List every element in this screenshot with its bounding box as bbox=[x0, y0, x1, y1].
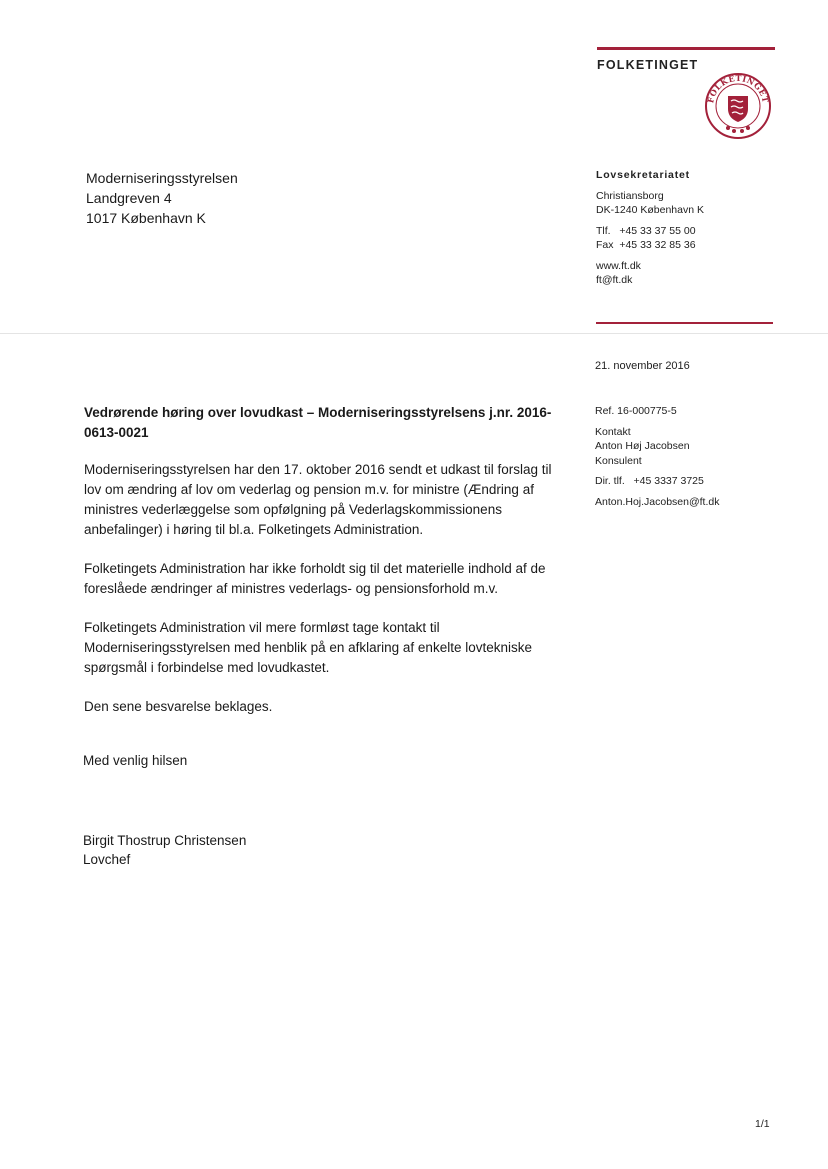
organization-name: FOLKETINGET bbox=[597, 58, 699, 72]
fold-line bbox=[0, 333, 828, 334]
sender-fax: Fax +45 33 32 85 36 bbox=[596, 239, 696, 251]
signatory-title: Lovchef bbox=[83, 852, 131, 867]
sender-department: Lovsekretariatet bbox=[596, 169, 690, 181]
contact-email: Anton.Hoj.Jacobsen@ft.dk bbox=[595, 495, 720, 508]
sender-phone: Tlf. +45 33 37 55 00 bbox=[596, 224, 696, 237]
sender-website: www.ft.dk bbox=[596, 259, 641, 272]
sender-divider-rule bbox=[596, 322, 773, 324]
reference-number: Ref. 16-000775-5 bbox=[595, 405, 677, 417]
signature-block bbox=[83, 831, 246, 869]
letter-subject: Vedrørende høring over lovudkast – Moderniseringsstyrelsens j.nr. 2016-0613-0021 bbox=[84, 405, 552, 440]
body-paragraph: Folketingets Administration vil mere formløst tage kontakt til Moderniseringsstyrelsen med henblik på en afklaring af enkelte lovtekniske spørgsmål i forbindelse med lovudkastet. bbox=[84, 620, 532, 675]
svg-text:FOLKETINGET: FOLKETINGET bbox=[705, 72, 771, 104]
contact-direct-phone: Dir. tlf. +45 3337 3725 bbox=[595, 475, 704, 487]
reference-block bbox=[595, 404, 719, 509]
contact-label: Kontakt bbox=[595, 425, 631, 438]
sender-block bbox=[596, 168, 704, 288]
recipient-address bbox=[86, 168, 238, 228]
body-paragraph: Folketingets Administration har ikke forholdt sig til det materielle indhold af de foreslåede ændringer af ministres vederlags- og pensionsforhold m.v. bbox=[84, 561, 546, 596]
closing-phrase: Med venlig hilsen bbox=[83, 753, 188, 768]
recipient-city: 1017 København K bbox=[86, 210, 206, 226]
letter-date: 21. november 2016 bbox=[595, 360, 690, 372]
page-number: 1/1 bbox=[755, 1118, 770, 1130]
sender-address-line1: Christiansborg bbox=[596, 189, 664, 202]
signatory-name: Birgit Thostrup Christensen bbox=[83, 833, 247, 848]
body-paragraph: Den sene besvarelse beklages. bbox=[84, 699, 273, 714]
letterhead-top-rule bbox=[597, 47, 775, 50]
folketinget-seal-logo bbox=[704, 72, 772, 140]
letter-body bbox=[84, 460, 562, 736]
recipient-name: Moderniseringsstyrelsen bbox=[86, 170, 238, 186]
sender-email: ft@ft.dk bbox=[596, 274, 633, 286]
body-paragraph: Moderniseringsstyrelsen har den 17. oktober 2016 sendt et udkast til forslag til lov om ændring af lov om vederlag og pension m.v. for ministre (Ændring af ministres vederlæggelse som opfølgning på Vederlagskommissionens anbefalinger) i høring til bl.a. Folketingets Administration. bbox=[84, 462, 552, 537]
contact-title: Konsulent bbox=[595, 454, 642, 467]
sender-address-line2: DK-1240 København K bbox=[596, 204, 704, 216]
recipient-street: Landgreven 4 bbox=[86, 190, 172, 206]
contact-name: Anton Høj Jacobsen bbox=[595, 440, 690, 452]
